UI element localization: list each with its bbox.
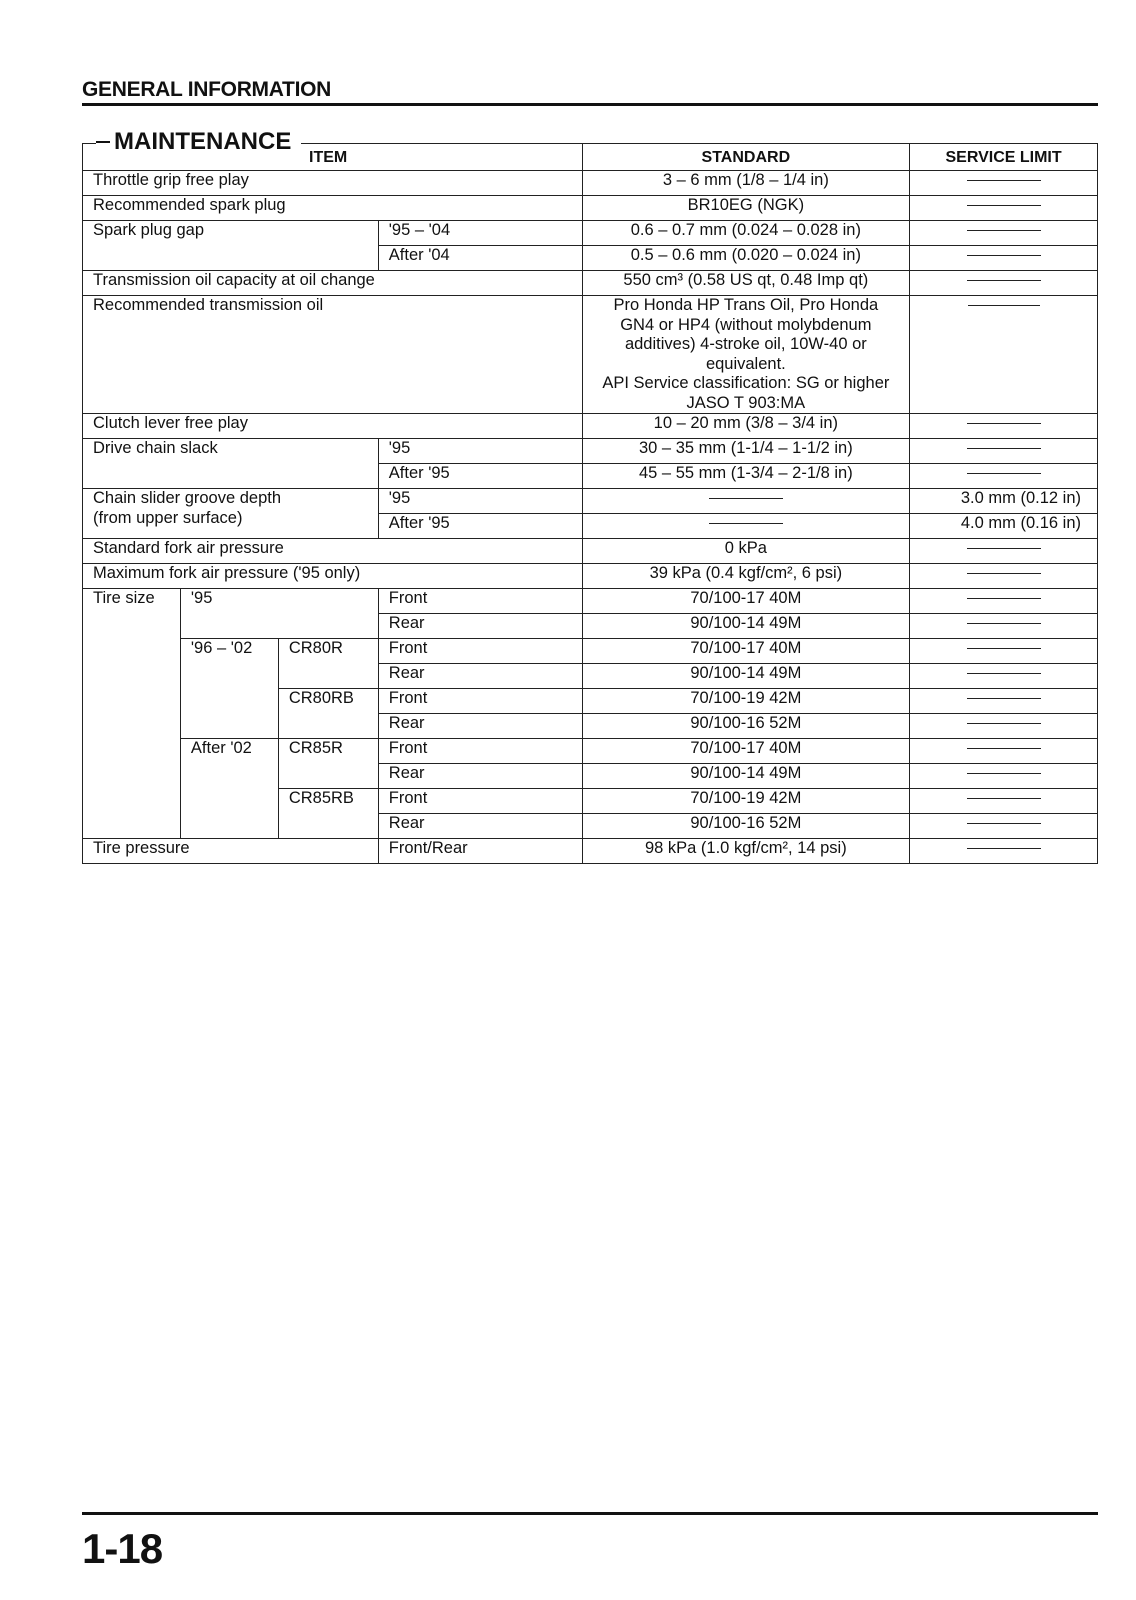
table-row xyxy=(83,296,1098,414)
item-label: Transmission oil capacity at oil change xyxy=(83,271,583,296)
table-row xyxy=(83,196,1098,221)
table-row xyxy=(83,439,1098,464)
item-label: Tire pressure xyxy=(83,839,379,864)
table-row xyxy=(83,171,1098,196)
service-limit-none xyxy=(910,664,1098,689)
tire-position-label: Rear xyxy=(378,614,582,639)
item-label: Drive chain slack xyxy=(83,439,379,489)
item-label: Recommended spark plug xyxy=(83,196,583,221)
standard-none xyxy=(582,514,910,539)
standard-value: 90/100-16 52M xyxy=(582,814,910,839)
standard-value: 70/100-17 40M xyxy=(582,639,910,664)
tire-year-label: '95 xyxy=(180,589,378,639)
tire-position-label: Rear xyxy=(378,714,582,739)
item-sub-label: '95 xyxy=(378,489,582,514)
tire-position-label: Front xyxy=(378,739,582,764)
standard-value: 70/100-19 42M xyxy=(582,789,910,814)
table-row xyxy=(83,564,1098,589)
standard-value: 90/100-14 49M xyxy=(582,764,910,789)
table-row xyxy=(83,221,1098,246)
table-row xyxy=(83,639,1098,664)
item-label: Standard fork air pressure xyxy=(83,539,583,564)
item-label-line: (from upper surface) xyxy=(93,508,243,527)
standard-value: 70/100-19 42M xyxy=(582,689,910,714)
tire-year-label: '96 – '02 xyxy=(180,639,278,739)
standard-line: API Service classification: SG or higher xyxy=(602,374,890,392)
table-row xyxy=(83,539,1098,564)
tire-position-label: Front xyxy=(378,589,582,614)
standard-value: 70/100-17 40M xyxy=(582,739,910,764)
service-limit-none xyxy=(910,439,1098,464)
tire-position-label: Rear xyxy=(378,814,582,839)
standard-value: 39 kPa (0.4 kgf/cm², 6 psi) xyxy=(582,564,910,589)
service-limit-none xyxy=(910,271,1098,296)
service-limit-none xyxy=(910,639,1098,664)
standard-value: 90/100-16 52M xyxy=(582,714,910,739)
standard-value: 30 – 35 mm (1-1/4 – 1-1/2 in) xyxy=(582,439,910,464)
standard-line: GN4 or HP4 (without molybdenum xyxy=(620,315,872,334)
service-limit-none xyxy=(910,689,1098,714)
item-label xyxy=(83,489,379,539)
item-label-line: Chain slider groove depth xyxy=(93,489,282,507)
service-limit-none xyxy=(910,246,1098,271)
service-limit-none xyxy=(910,171,1098,196)
tire-position-label: Front xyxy=(378,689,582,714)
standard-value: 90/100-14 49M xyxy=(582,614,910,639)
service-limit-none xyxy=(910,296,1098,414)
item-label: Tire size xyxy=(83,589,181,839)
service-limit-none xyxy=(910,839,1098,864)
standard-line: equivalent. xyxy=(705,354,786,373)
tire-year-label: After '02 xyxy=(180,739,278,839)
tire-model-label: CR85R xyxy=(278,739,378,789)
service-limit-none xyxy=(910,614,1098,639)
service-limit-none xyxy=(910,414,1098,439)
tire-position-label: Front xyxy=(378,789,582,814)
service-limit-none xyxy=(910,789,1098,814)
standard-value: BR10EG (NGK) xyxy=(582,196,910,221)
service-limit-none xyxy=(910,539,1098,564)
standard-line: additives) 4-stroke oil, 10W-40 or xyxy=(624,335,867,353)
tire-model-label: CR80R xyxy=(278,639,378,689)
standard-value: 550 cm³ (0.58 US qt, 0.48 Imp qt) xyxy=(582,271,910,296)
service-limit-value: 3.0 mm (0.12 in) xyxy=(910,489,1098,514)
tire-position-label: Rear xyxy=(378,664,582,689)
service-limit-none xyxy=(910,764,1098,789)
service-limit-none xyxy=(910,196,1098,221)
standard-line: Pro Honda HP Trans Oil, Pro Honda xyxy=(613,296,879,314)
table-row xyxy=(83,839,1098,864)
item-sub-label: '95 xyxy=(378,439,582,464)
standard-value: 98 kPa (1.0 kgf/cm², 14 psi) xyxy=(582,839,910,864)
maintenance-spec-table xyxy=(82,143,1098,864)
standard-line: JASO T 903:MA xyxy=(686,393,806,412)
service-limit-value: 4.0 mm (0.16 in) xyxy=(910,514,1098,539)
table-row xyxy=(83,271,1098,296)
service-limit-none xyxy=(910,739,1098,764)
tire-model-label: CR80RB xyxy=(278,689,378,739)
footer-rule xyxy=(82,1512,1098,1515)
standard-value: 10 – 20 mm (3/8 – 3/4 in) xyxy=(582,414,910,439)
tire-model-label: CR85RB xyxy=(278,789,378,839)
column-header-service-limit: SERVICE LIMIT xyxy=(910,144,1098,171)
item-sub-label: After '04 xyxy=(378,246,582,271)
table-row xyxy=(83,414,1098,439)
item-label: Throttle grip free play xyxy=(83,171,583,196)
item-label: Spark plug gap xyxy=(83,221,379,271)
standard-none xyxy=(582,489,910,514)
item-sub-label: '95 – '04 xyxy=(378,221,582,246)
tire-position-label: Rear xyxy=(378,764,582,789)
service-limit-none xyxy=(910,589,1098,614)
table-row xyxy=(83,589,1098,614)
service-limit-none xyxy=(910,464,1098,489)
section-title: MAINTENANCE xyxy=(96,127,301,157)
column-header-standard: STANDARD xyxy=(582,144,910,171)
standard-value: 70/100-17 40M xyxy=(582,589,910,614)
service-limit-none xyxy=(910,814,1098,839)
page-header-title: GENERAL INFORMATION xyxy=(82,78,332,101)
item-sub-label: Front/Rear xyxy=(378,839,582,864)
service-limit-none xyxy=(910,221,1098,246)
item-sub-label: After '95 xyxy=(378,514,582,539)
item-label: Clutch lever free play xyxy=(83,414,583,439)
standard-value: 0.5 – 0.6 mm (0.020 – 0.024 in) xyxy=(582,246,910,271)
standard-value: 0.6 – 0.7 mm (0.024 – 0.028 in) xyxy=(582,221,910,246)
column-header-item: ITEM xyxy=(83,144,583,171)
service-limit-none xyxy=(910,564,1098,589)
service-limit-none xyxy=(910,714,1098,739)
standard-value: 3 – 6 mm (1/8 – 1/4 in) xyxy=(582,171,910,196)
item-label: Maximum fork air pressure ('95 only) xyxy=(83,564,583,589)
item-sub-label: After '95 xyxy=(378,464,582,489)
standard-value xyxy=(582,296,910,414)
table-row xyxy=(83,489,1098,514)
header-rule xyxy=(82,103,1098,106)
page-number: 1-18 xyxy=(82,1525,163,1572)
table-row xyxy=(83,739,1098,764)
standard-value: 45 – 55 mm (1-3/4 – 2-1/8 in) xyxy=(582,464,910,489)
tire-position-label: Front xyxy=(378,639,582,664)
standard-value: 0 kPa xyxy=(582,539,910,564)
item-label: Recommended transmission oil xyxy=(83,296,583,414)
standard-value: 90/100-14 49M xyxy=(582,664,910,689)
